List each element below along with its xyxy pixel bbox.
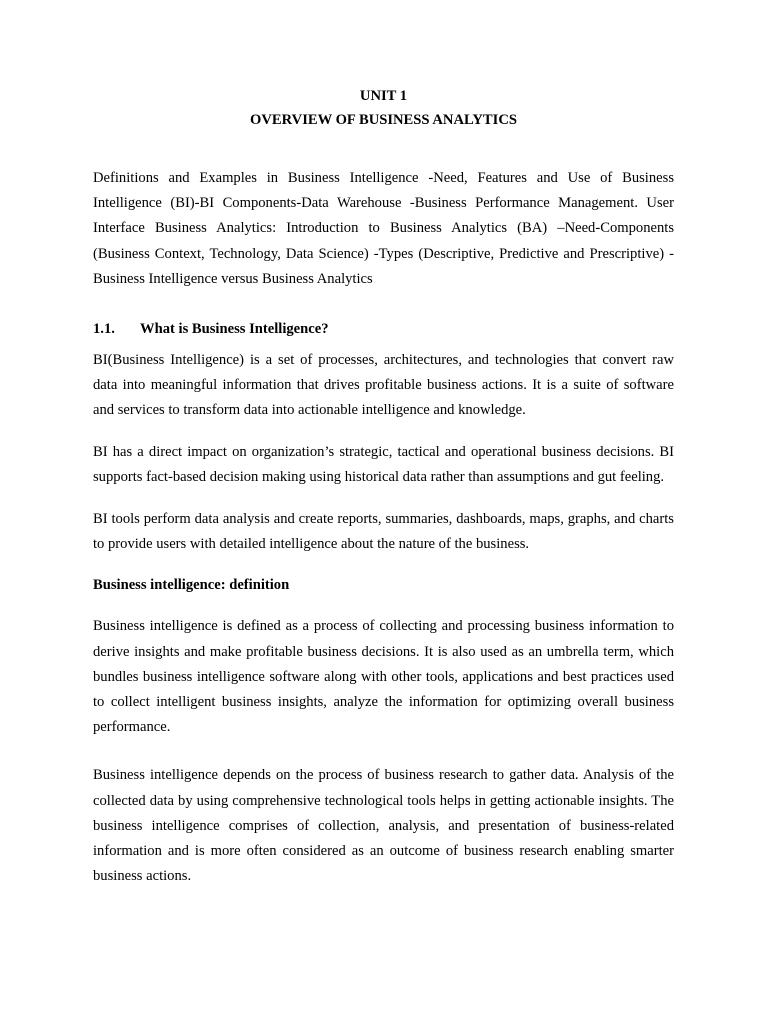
paragraph-bi-tools: BI tools perform data analysis and create reports, summaries, dashboards, maps, graphs, and charts to provide users with detailed intelligence about the nature of the business. [93,511,674,553]
document-title [93,84,674,132]
section-title: What is Business Intelligence? [140,321,329,338]
unit-label: UNIT 1 [359,88,408,104]
paragraph-bi-definition: Business intelligence is defined as a process of collecting and processing business information to derive insights and make profitable business decisions. It is also used as an umbrella term, which bundles business intelligence software along with other tools, applications and best practices used to collect intelligent business insights, analyze the information for optimizing overall business performance. [93,618,674,736]
paragraph-bi-research: Business intelligence depends on the process of business research to gather data. Analysis of the collected data by using comprehensive technological tools helps in getting actionable insights. The business intelligence comprises of collection, analysis, and presentation of business-related information and is more often considered as an outcome of business research enabling smarter business actions. [93,767,674,885]
paragraph-bi-impact: BI has a direct impact on organization’s strategic, tactical and operational business decisions. BI supports fact-based decision making using historical data rather than assumptions and gut feeling. [93,443,674,485]
unit-heading: OVERVIEW OF BUSINESS ANALYTICS [250,112,517,128]
section-number: 1.1. [93,321,115,338]
syllabus-paragraph: Definitions and Examples in Business Intelligence -Need, Features and Use of Business Intelligence (BI)-BI Components-Data Warehouse -Business Performance Management. User Interface Business Analytics: Introduction to Business Analytics (BA) –Need-Components (Business Context, Technology, Data Science) -Types (Descriptive, Predictive and Prescriptive) -Business Intelligence versus Business Analytics [93,170,674,287]
paragraph-bi-overview: BI(Business Intelligence) is a set of processes, architectures, and technologies that convert raw data into meaningful information that drives profitable business actions. It is a suite of software and services to transform data into actionable intelligence and knowledge. [93,352,674,419]
definition-subheading: Business intelligence: definition [93,577,290,594]
document-page [93,84,674,889]
section-heading [93,317,674,341]
